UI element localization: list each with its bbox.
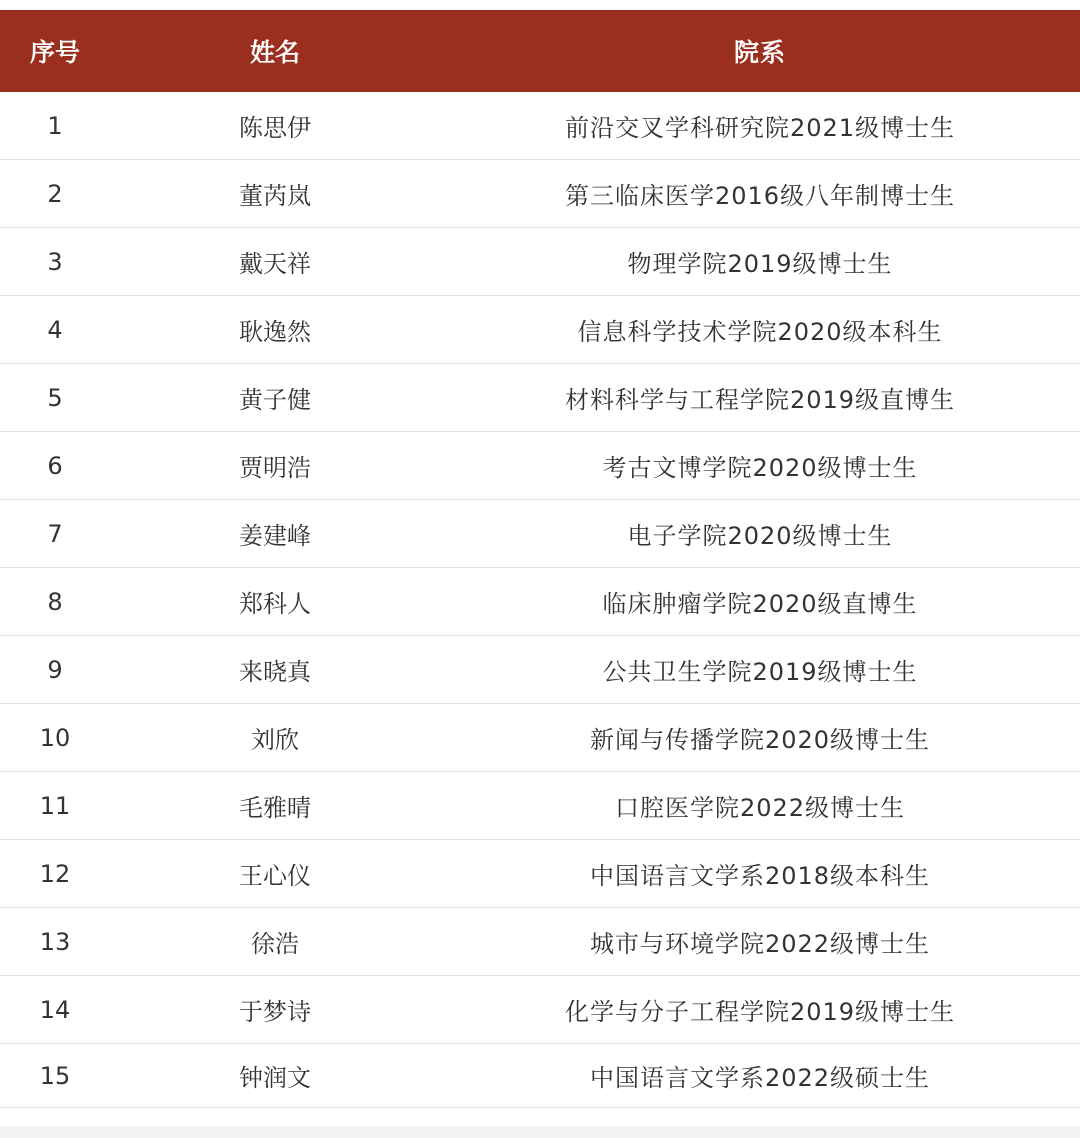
table-header [0, 10, 1080, 92]
cell-name: 郑科人 [239, 590, 311, 618]
cell-index: 11 [39, 791, 71, 820]
cell-department: 电子学院2020级博士生 [627, 522, 893, 550]
cell-name: 来晓真 [239, 658, 311, 686]
header-department: 院系 [733, 38, 786, 67]
cell-name: 黄子健 [239, 386, 311, 414]
cell-index: 3 [47, 247, 63, 276]
cell-department: 口腔医学院2022级博士生 [614, 794, 906, 822]
cell-index: 5 [47, 383, 63, 412]
cell-index: 12 [39, 859, 71, 888]
table-row [0, 908, 1080, 976]
cell-index: 4 [47, 315, 63, 344]
cell-name: 姜建峰 [239, 522, 311, 550]
table-row [0, 772, 1080, 840]
table-row [0, 296, 1080, 364]
header-name: 姓名 [249, 38, 300, 67]
cell-index: 14 [39, 995, 71, 1024]
cell-index: 1 [47, 111, 63, 140]
table-row [0, 432, 1080, 500]
cell-department: 物理学院2019级博士生 [627, 250, 893, 278]
cell-name: 董芮岚 [239, 182, 311, 210]
header-index: 序号 [29, 38, 80, 67]
cell-name: 刘欣 [251, 726, 299, 754]
student-table [0, 10, 1080, 1108]
cell-index: 15 [39, 1061, 71, 1090]
cell-department: 第三临床医学2016级八年制博士生 [564, 182, 956, 210]
cell-department: 前沿交叉学科研究院2021级博士生 [564, 114, 956, 142]
cell-name: 钟润文 [239, 1064, 311, 1092]
cell-department: 材料科学与工程学院2019级直博生 [564, 386, 956, 414]
cell-index: 7 [47, 519, 63, 548]
cell-name: 陈思伊 [239, 114, 311, 142]
cell-department: 中国语言文学系2018级本科生 [589, 862, 931, 890]
cell-index: 9 [47, 655, 63, 684]
cell-department: 考古文博学院2020级博士生 [602, 454, 918, 482]
table-row [0, 1044, 1080, 1108]
cell-name: 毛雅晴 [239, 794, 311, 822]
table-row [0, 160, 1080, 228]
cell-department: 城市与环境学院2022级博士生 [589, 930, 931, 958]
cell-name: 戴天祥 [239, 250, 311, 278]
cell-department: 信息科学技术学院2020级本科生 [577, 318, 943, 346]
table-row [0, 704, 1080, 772]
cell-department: 中国语言文学系2022级硕士生 [589, 1064, 931, 1092]
cell-name: 徐浩 [251, 930, 299, 958]
cell-index: 13 [39, 927, 71, 956]
cell-department: 临床肿瘤学院2020级直博生 [602, 590, 918, 618]
table-row [0, 228, 1080, 296]
table-row [0, 636, 1080, 704]
table-row [0, 500, 1080, 568]
cell-index: 8 [47, 587, 63, 616]
bottom-strip [0, 1126, 1080, 1138]
cell-name: 于梦诗 [239, 998, 311, 1026]
table-row [0, 840, 1080, 908]
cell-index: 10 [39, 723, 71, 752]
cell-name: 贾明浩 [239, 454, 311, 482]
cell-index: 6 [47, 451, 63, 480]
table-row [0, 976, 1080, 1044]
cell-department: 化学与分子工程学院2019级博士生 [564, 998, 956, 1026]
cell-department: 新闻与传播学院2020级博士生 [589, 726, 931, 754]
cell-name: 王心仪 [239, 862, 311, 890]
cell-index: 2 [47, 179, 63, 208]
table-row [0, 568, 1080, 636]
cell-department: 公共卫生学院2019级博士生 [602, 658, 918, 686]
table-row [0, 364, 1080, 432]
table-row [0, 92, 1080, 160]
cell-name: 耿逸然 [239, 318, 311, 346]
